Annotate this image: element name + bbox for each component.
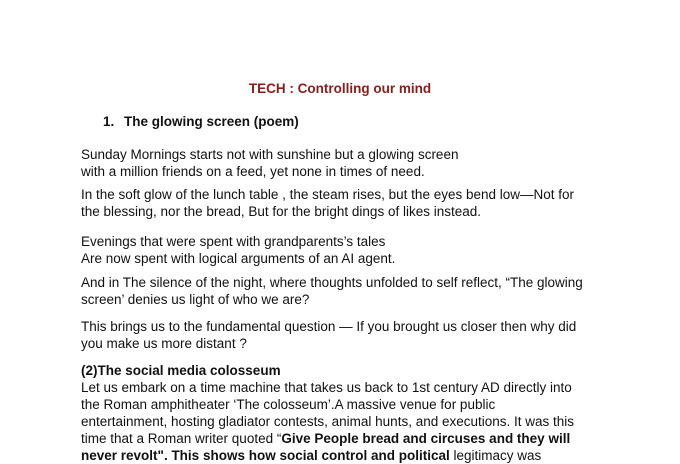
- paragraph-line: never revolt". This shows how social control and political legitimacy was: [81, 448, 542, 463]
- poem-line: Are now spent with logical arguments of an AI agent.: [81, 251, 396, 266]
- section-1-heading: [103, 114, 299, 129]
- poem-line: And in The silence of the night, where thoughts unfolded to self reflect, “The glowing: [81, 275, 583, 290]
- poem-stanza-5: [81, 318, 621, 352]
- paragraph-line: the Roman amphitheater ‘The colosseum’.A massive venue for public: [81, 397, 496, 412]
- poem-line: the blessing, nor the bread, But for the bright dings of likes instead.: [81, 204, 481, 219]
- paragraph-line: entertainment, hosting gladiator contests, animal hunts, and executions. It was this: [81, 414, 575, 429]
- section-1-title: The glowing screen (poem): [124, 114, 299, 129]
- poem-line: This brings us to the fundamental question — If you brought us closer then why did: [81, 319, 577, 334]
- paragraph-line: Let us embark on a time machine that takes us back to 1st century AD directly into: [81, 380, 572, 395]
- paragraph-line: time that a Roman writer quoted “Give People bread and circuses and they will: [81, 431, 571, 446]
- poem-line: with a million friends on a feed, yet none in times of need.: [81, 164, 425, 179]
- poem-stanza-1: [81, 146, 621, 180]
- poem-stanza-4: [81, 274, 621, 308]
- poem-line: screen’ denies us light of who we are?: [81, 292, 310, 307]
- section-2: [81, 362, 621, 464]
- section-1-number: 1.: [103, 114, 115, 129]
- document-title: TECH : Controlling our mind: [248, 81, 432, 96]
- poem-line: you make us more distant ?: [81, 336, 247, 351]
- poem-stanza-3: [81, 233, 621, 267]
- poem-line: In the soft glow of the lunch table , the steam rises, but the eyes bend low—Not for: [81, 187, 575, 202]
- poem-line: Evenings that were spent with grandparents’s tales: [81, 234, 386, 249]
- section-2-heading: (2)The social media colosseum: [81, 363, 281, 378]
- poem-stanza-2: [81, 186, 621, 220]
- poem-line: Sunday Mornings starts not with sunshine but a glowing screen: [81, 147, 459, 162]
